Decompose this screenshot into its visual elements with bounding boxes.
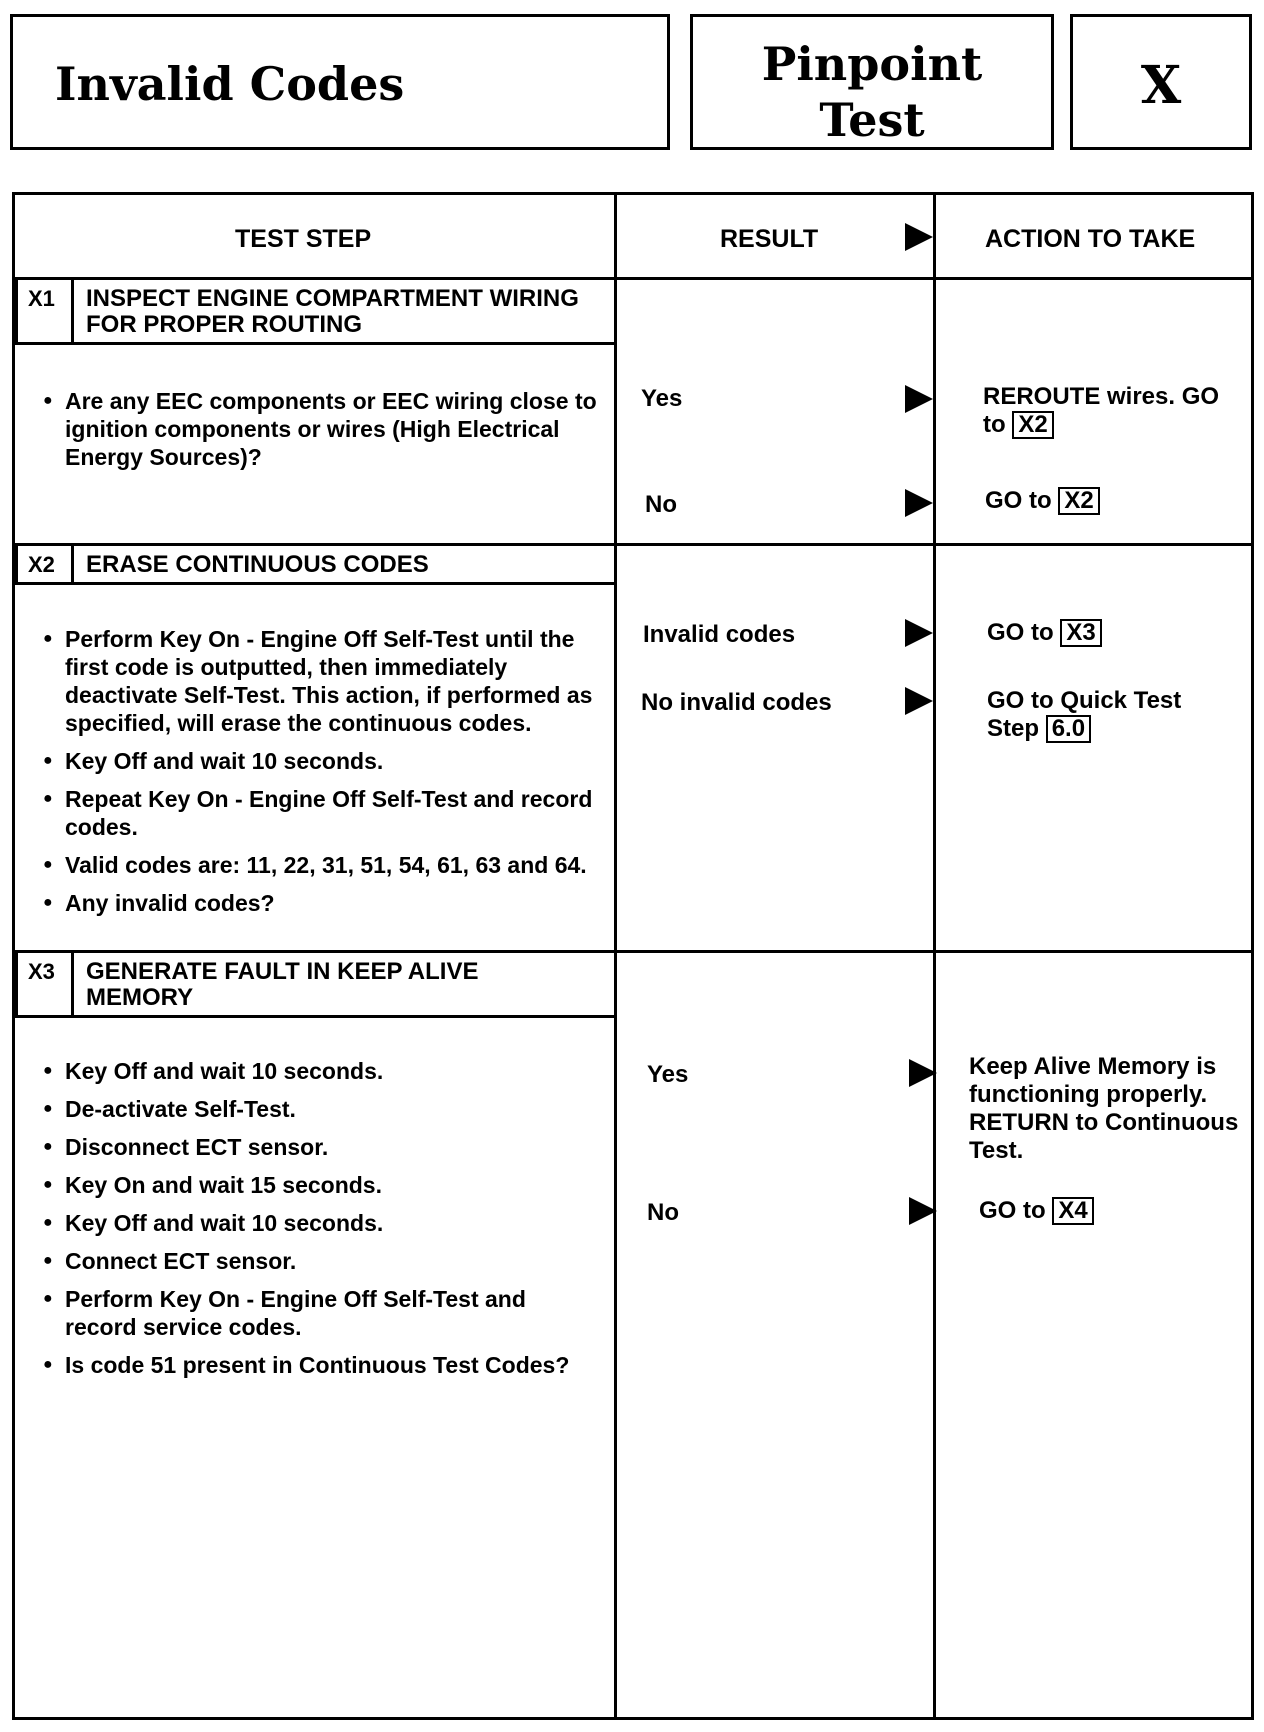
pinpoint-test-box bbox=[690, 14, 1054, 150]
arrow-right-icon bbox=[905, 223, 933, 251]
step-id: X1 bbox=[18, 280, 74, 342]
result-yes: Yes bbox=[641, 385, 683, 412]
arrow-right-icon bbox=[905, 385, 933, 413]
column-header-test-step: TEST STEP bbox=[235, 225, 372, 253]
list-item: ● Key Off and wait 10 seconds. bbox=[43, 747, 603, 775]
step-x1-bullets bbox=[43, 387, 603, 481]
result-no: No bbox=[645, 491, 677, 518]
page-title: Invalid Codes bbox=[55, 57, 405, 111]
pinpoint-test-table bbox=[12, 192, 1254, 1720]
step-title bbox=[78, 546, 614, 578]
test-letter-box bbox=[1070, 14, 1252, 150]
action-goto-x4 bbox=[979, 1197, 1094, 1225]
result-invalid-codes: Invalid codes bbox=[643, 621, 796, 648]
step-header-x3 bbox=[15, 950, 617, 1018]
step-x3-bullets bbox=[43, 1057, 603, 1389]
action-text: GO to bbox=[979, 1197, 1046, 1224]
step-header-x2 bbox=[15, 543, 617, 585]
arrow-right-icon bbox=[905, 619, 933, 647]
arrow-right-icon bbox=[905, 687, 933, 715]
list-item: ● Perform Key On - Engine Off Self-Test and record service codes. bbox=[43, 1285, 603, 1341]
list-item: ● Key Off and wait 10 seconds. bbox=[43, 1209, 603, 1237]
step-ref-6-0: 6.0 bbox=[1046, 715, 1091, 743]
list-item: ● Key Off and wait 10 seconds. bbox=[43, 1057, 603, 1085]
action-text: GO to bbox=[985, 487, 1052, 514]
step-id: X3 bbox=[18, 953, 74, 1015]
column-divider bbox=[933, 195, 936, 1717]
step-header-x1 bbox=[15, 277, 617, 345]
action-goto-x3 bbox=[987, 619, 1102, 647]
list-item: ● Is code 51 present in Continuous Test Codes? bbox=[43, 1351, 603, 1379]
step-title-line: INSPECT ENGINE COMPARTMENT WIRING bbox=[86, 285, 579, 312]
action-text: Keep Alive Memory is functioning properly. RETURN to Continuous Test. bbox=[969, 1053, 1239, 1164]
test-letter: X bbox=[1140, 55, 1182, 116]
action-keep-alive-ok bbox=[969, 1053, 1247, 1165]
pinpoint-label-line2: Test bbox=[819, 93, 925, 147]
step-ref-x3: X3 bbox=[1060, 619, 1101, 647]
arrow-right-icon bbox=[909, 1059, 937, 1087]
arrow-right-icon bbox=[909, 1197, 937, 1225]
list-item: ● Are any EEC components or EEC wiring close to ignition components or wires (High Electrical Energy Sources)? bbox=[43, 387, 603, 471]
step-title-line: GENERATE FAULT IN KEEP ALIVE bbox=[86, 958, 479, 985]
list-item: ● Connect ECT sensor. bbox=[43, 1247, 603, 1275]
title-box bbox=[10, 14, 670, 150]
step-title-line: FOR PROPER ROUTING bbox=[86, 311, 363, 338]
list-item: ● Repeat Key On - Engine Off Self-Test and record codes. bbox=[43, 785, 603, 841]
pinpoint-label-line1: Pinpoint bbox=[761, 37, 983, 91]
step-x2-bullets bbox=[43, 625, 603, 927]
result-no-invalid-codes: No invalid codes bbox=[641, 689, 832, 716]
action-goto-quick-test bbox=[987, 687, 1227, 743]
list-item: ● Valid codes are: 11, 22, 31, 51, 54, 61, 63 and 64. bbox=[43, 851, 603, 879]
column-header-action: ACTION TO TAKE bbox=[985, 225, 1196, 253]
result-yes: Yes bbox=[647, 1061, 689, 1088]
action-text: GO to bbox=[987, 619, 1054, 646]
step-title-line: ERASE CONTINUOUS CODES bbox=[86, 551, 429, 578]
step-ref-x2: X2 bbox=[1012, 411, 1053, 439]
column-header-result: RESULT bbox=[720, 225, 819, 253]
action-text: REROUTE wires. GO to bbox=[983, 383, 1220, 438]
step-ref-x4: X4 bbox=[1052, 1197, 1093, 1225]
result-no: No bbox=[647, 1199, 679, 1226]
action-text: GO to Quick Test Step bbox=[987, 687, 1182, 742]
step-title bbox=[78, 953, 614, 1011]
action-reroute bbox=[983, 383, 1243, 439]
list-item: ● Any invalid codes? bbox=[43, 889, 603, 917]
list-item: ● De-activate Self-Test. bbox=[43, 1095, 603, 1123]
step-title-line: MEMORY bbox=[86, 984, 194, 1011]
list-item: ● Key On and wait 15 seconds. bbox=[43, 1171, 603, 1199]
step-ref-x2: X2 bbox=[1058, 487, 1099, 515]
list-item: ● Disconnect ECT sensor. bbox=[43, 1133, 603, 1161]
list-item: ● Perform Key On - Engine Off Self-Test until the first code is outputted, then immediately deactivate Self-Test. This action, if performed as specified, will erase the continuous codes. bbox=[43, 625, 603, 737]
action-goto-x2 bbox=[985, 487, 1100, 515]
arrow-right-icon bbox=[905, 489, 933, 517]
step-title bbox=[78, 280, 614, 338]
step-id: X2 bbox=[18, 546, 74, 582]
